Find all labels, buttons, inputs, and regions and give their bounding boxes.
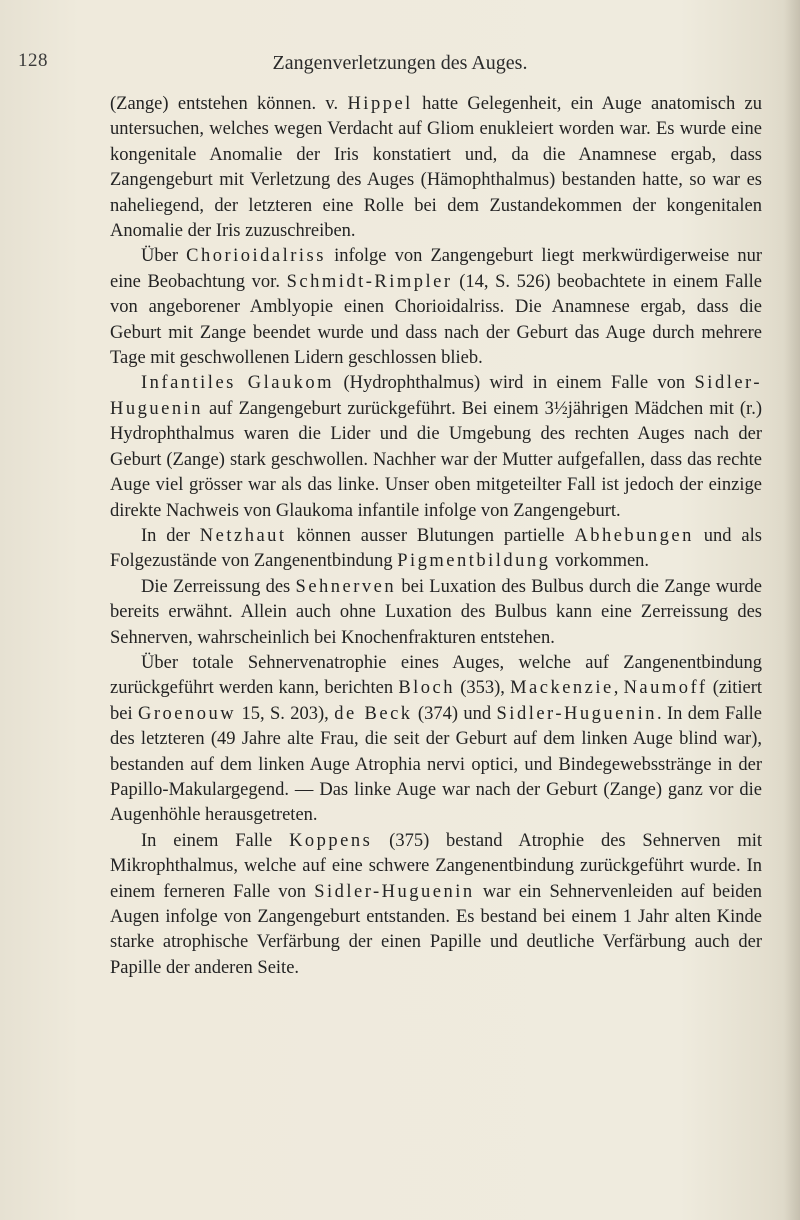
body-text (110, 92, 762, 981)
text-run: , (613, 678, 624, 699)
spaced-name: Abhebungen (574, 525, 694, 546)
paragraph-netzhaut (110, 524, 762, 575)
text-run: (14, S. 526) beobachtete in einem Falle von angeborener Amblyopie einen Chorioidalriss. Die Anamnese ergab, dass die Geburt mit Zange beendet wurde und dass nach der Geburt das Auge durch mehrere Tage mit geschwollenen Lidern geschlossen blieb. (110, 271, 762, 369)
text-run: (Zange) entstehen können. v. (110, 94, 348, 114)
paragraph-sehnervenatrophie (110, 651, 762, 829)
text-run: auf Zangengeburt zurückgeführt. Bei einem 3½jährigen Mädchen mit (r.) Hydrophthalmus waren die Lider und die Umgebung des rechten Auges nach der Geburt (Zange) stark geschwollen. Nachher war der Mutter aufgefallen, dass das rechte Auge viel grösser war als das linke. Unser oben mitgeteilter Fall ist jedoch der einzige direkte Nachweis von Glaukoma infantile infolge von Zangengeburt. (110, 398, 762, 521)
text-run: bei Luxation des Bulbus durch die Zange wurde bereits erwähnt. Allein auch ohne Luxation des Bulbus kann eine Zerreissung des Sehnerven, wahrscheinlich bei Knochenfrakturen entstehen. (110, 576, 762, 648)
paragraph-iris-anomaly (110, 92, 762, 244)
spaced-name: Bloch (398, 678, 456, 699)
spaced-name: Chorioidalriss (186, 246, 326, 267)
paragraph-chorioidalriss (110, 244, 762, 371)
text-run: In einem Falle (141, 830, 290, 851)
text-run: Die Zerreissung des (141, 576, 296, 597)
spaced-name: Pigmentbildung (397, 551, 551, 572)
running-title: Zangenverletzungen des Auges. (272, 52, 528, 74)
text-run: (zitiert bei (110, 678, 762, 724)
spaced-name: Mackenzie (510, 678, 614, 699)
spaced-name: Sidler-Huguenin (110, 373, 762, 419)
text-run: Über totale Sehnervenatrophie eines Auges, welche auf Zangenentbindung zurückgeführt werden kann, berichten (110, 652, 762, 699)
paragraph-koppens (110, 829, 762, 981)
text-run: (Hydrophthalmus) wird in einem Falle von (334, 373, 695, 394)
text-run: können ausser Blutungen partielle (286, 525, 575, 546)
spaced-name: Infantiles Glaukom (141, 373, 335, 394)
text-run: hatte Gelegenheit, ein Auge anatomisch zu untersuchen, welches wegen Verdacht auf Gliom enukleiert worden war. Es wurde eine kongenitale Anomalie der Iris konstatiert und, da die Anamnese ergab, dass Zangengeburt mit Verletzung des Auges (Hämophthalmus) bestanden hatte, so war es naheliegend, der letzteren eine Rolle bei dem Zustandekommen der kongenitalen Anomalie der Iris zuzuschreiben. (110, 94, 762, 242)
spaced-name: Sehnerven (295, 576, 397, 597)
text-run: . In dem Falle des letzteren (49 Jahre alte Frau, die seit der Geburt auf dem linken Auge blind war), bestanden auf dem linken Auge Atrophia nervi optici, und Bindegewebsstränge in der Papillo-Makulargegend. — Das linke Auge war nach der Geburt (Zange) ganz vor die Augenhöhle herausgetreten. (110, 703, 762, 826)
text-run: vorkommen. (550, 551, 650, 572)
text-run: (375) bestand Atrophie des Sehnerven mit Mikrophthalmus, welche auf eine schwere Zangenentbindung zurückgeführt wurde. In einem ferneren Falle von (110, 830, 762, 902)
paragraph-sehnerv-zerreissung (110, 575, 762, 651)
spaced-name: Naumoff (623, 678, 708, 699)
text-run: In der (141, 525, 200, 546)
paragraph-infantile-glaukom (110, 371, 762, 523)
text-run: infolge von Zangengeburt liegt merkwürdigerweise nur eine Beobachtung vor. (110, 246, 763, 292)
text-run: (374) und (412, 703, 497, 724)
spaced-name: Sidler-Huguenin (314, 881, 475, 902)
spaced-name: Schmidt-Rimpler (286, 271, 453, 292)
spaced-name: Groenouw (137, 703, 237, 724)
text-run: war ein Sehnervenleiden auf beiden Augen infolge von Zangengeburt entstanden. Es bestand bei einem 1 Jahr alten Kinde starke atrophische Verfärbung der einen Papille und deutliche Verfärbung auch der Papille der anderen Seite. (110, 881, 762, 978)
page-edge-shadow (784, 0, 800, 1220)
page-number: 128 (18, 50, 48, 71)
spaced-name: Hippel (347, 94, 413, 114)
spaced-name: Koppens (289, 830, 373, 851)
text-run: (353), (455, 678, 511, 699)
spaced-name: de Beck (334, 703, 413, 724)
text-run: und als Folgezustände von Zangenentbindung (110, 525, 762, 572)
spaced-name: Netzhaut (199, 525, 287, 546)
text-run: Über (141, 246, 187, 267)
spaced-name: Sidler-Huguenin (496, 703, 657, 724)
text-run: 15, S. 203), (236, 703, 335, 724)
